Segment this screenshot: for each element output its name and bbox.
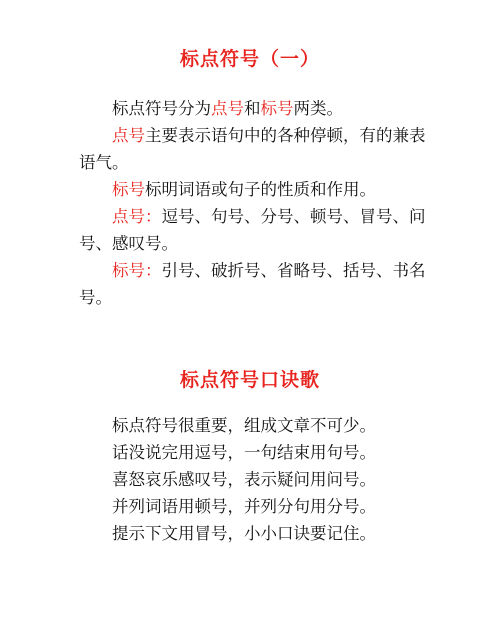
mnemonic-line: 喜怒哀乐感叹号，表示疑问用问号。 bbox=[112, 470, 376, 489]
paragraph-biaohao-list-cont bbox=[79, 284, 429, 311]
paragraph-dianhao-definition-cont bbox=[79, 149, 429, 176]
paragraph-biaohao-list bbox=[79, 257, 462, 284]
paragraph-dianhao-list bbox=[79, 203, 462, 230]
paragraph-dianhao-definition bbox=[79, 122, 462, 149]
mnemonic-line: 提示下文用冒号，小小口诀要记住。 bbox=[112, 524, 376, 543]
paragraph-intro bbox=[79, 95, 462, 122]
section-title-mnemonic: 标点符号口诀歌 bbox=[179, 369, 320, 391]
term-dianhao-label: 点号： bbox=[112, 207, 162, 226]
term-biaohao: 标号 bbox=[260, 99, 294, 118]
list-text: 引号、破折号、省略号、括号、书名 bbox=[161, 261, 426, 280]
term-biaohao-label: 标号： bbox=[112, 261, 162, 280]
definition-text: 主要表示语句中的各种停顿，有的兼表 bbox=[145, 126, 426, 145]
section-title-punctuation: 标点符号（一） bbox=[179, 48, 320, 70]
intro-text-c: 和 bbox=[244, 99, 261, 118]
paragraph-biaohao-definition bbox=[79, 176, 462, 203]
definition-text: 语气。 bbox=[79, 153, 129, 172]
list-text: 号。 bbox=[79, 288, 112, 307]
mnemonic-line: 并列词语用顿号，并列分句用分号。 bbox=[112, 497, 376, 516]
term-dianhao: 点号 bbox=[211, 99, 244, 118]
mnemonic-line: 话没说完用逗号，一句结束用句号。 bbox=[112, 443, 376, 462]
paragraph-dianhao-list-cont bbox=[79, 230, 429, 257]
intro-text-e: 两类。 bbox=[293, 99, 343, 118]
list-text: 号、感叹号。 bbox=[79, 234, 178, 253]
definition-text: 标明词语或句子的性质和作用。 bbox=[145, 180, 376, 199]
list-text: 逗号、句号、分号、顿号、冒号、问 bbox=[161, 207, 426, 226]
intro-text-a: 标点符号分为 bbox=[112, 99, 211, 118]
mnemonic-line: 标点符号很重要，组成文章不可少。 bbox=[112, 416, 376, 435]
term-biaohao: 标号 bbox=[112, 180, 145, 199]
term-dianhao: 点号 bbox=[112, 126, 145, 145]
